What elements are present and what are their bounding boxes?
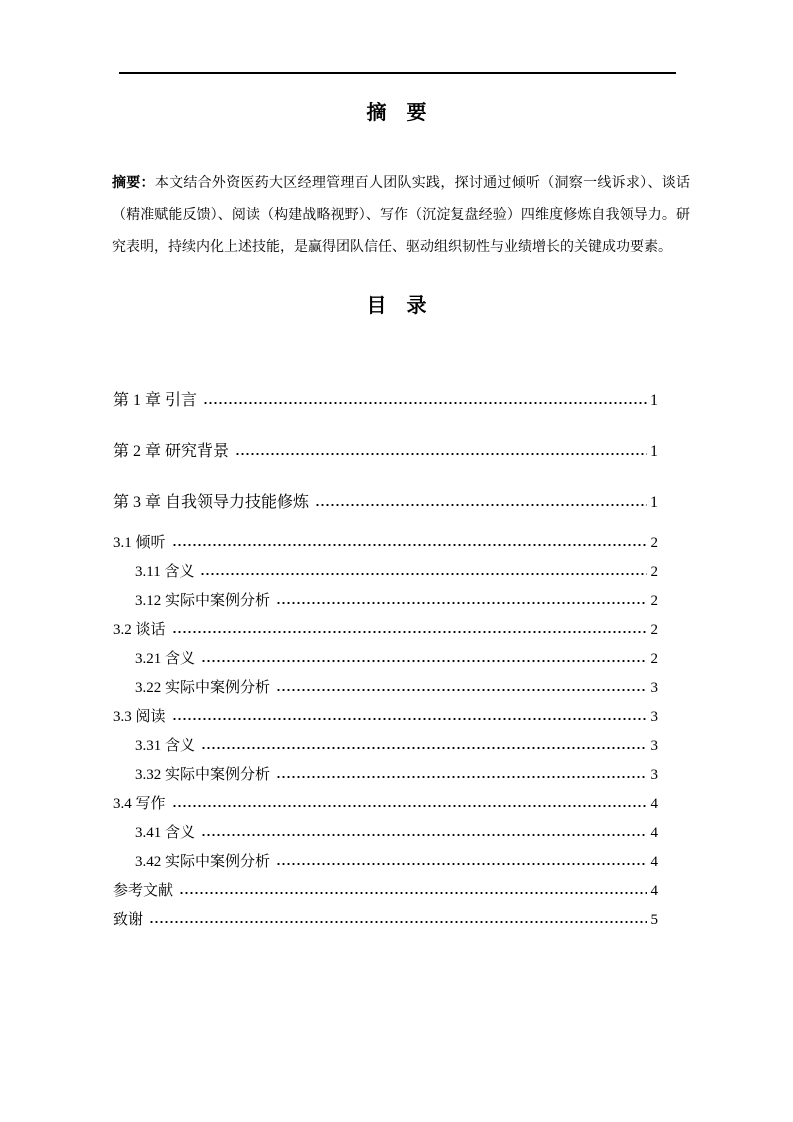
toc-entry-page: 4 [650, 825, 658, 841]
toc-leader-dots [149, 918, 647, 924]
toc-entry-page: 5 [650, 912, 658, 928]
header-rule [119, 72, 676, 74]
toc-entry-3-2[interactable] [113, 620, 658, 640]
toc-entry-label: 3.42 实际中案例分析 [135, 854, 271, 870]
toc-leader-dots [235, 450, 647, 456]
toc-entry-3-42[interactable] [113, 852, 658, 872]
toc-entry-page: 3 [650, 680, 658, 696]
toc-leader-dots [200, 570, 647, 576]
toc-entry-3-32[interactable] [113, 765, 658, 785]
toc-entry-chapter-3[interactable] [113, 491, 658, 515]
toc-entry-3-12[interactable] [113, 591, 658, 611]
toc-leader-dots [203, 399, 647, 405]
toc-leader-dots [201, 831, 647, 837]
toc-entry-page: 2 [650, 593, 658, 609]
toc-entry-label: 3.22 实际中案例分析 [135, 680, 271, 696]
toc-entry-3-41[interactable] [113, 823, 658, 843]
toc-entry-chapter-2[interactable] [113, 440, 658, 464]
toc-entry-label: 3.3 阅读 [113, 709, 166, 725]
toc-entry-label: 第 2 章 研究背景 [113, 443, 230, 460]
toc-leader-dots [172, 541, 647, 547]
toc-leader-dots [172, 628, 647, 634]
toc-entry-acknowledgements[interactable] [113, 910, 658, 930]
toc-leader-dots [276, 686, 647, 692]
toc-entry-page: 2 [650, 535, 658, 551]
toc-entry-label: 3.4 写作 [113, 796, 166, 812]
toc-entry-references[interactable] [113, 881, 658, 901]
toc-leader-dots [276, 860, 647, 866]
toc-leader-dots [179, 889, 647, 895]
toc-leader-dots [172, 715, 647, 721]
abstract-title: 摘 要 [366, 102, 427, 124]
toc-entry-label: 3.2 谈话 [113, 622, 166, 638]
toc-entry-page: 2 [650, 622, 658, 638]
toc-leader-dots [201, 657, 647, 663]
toc-entry-page: 1 [650, 392, 658, 409]
toc-entry-label: 3.32 实际中案例分析 [135, 767, 271, 783]
toc-entry-label: 3.21 含义 [135, 651, 196, 667]
abstract-body-text: 本文结合外资医药大区经理管理百人团队实践，探讨通过倾听（洞察一线诉求）、谈话（精准赋能反馈）、阅读（构建战略视野）、写作（沉淀复盘经验）四维度修炼自我领导力。研究表明，持续内化上述技能，是赢得团队信任、驱动组织韧性与业绩增长的关键成功要素。 [112, 176, 691, 255]
toc-entry-page: 2 [650, 651, 658, 667]
toc-entry-page: 2 [650, 564, 658, 580]
toc-entry-label: 第 1 章 引言 [113, 392, 198, 409]
toc-leader-dots [172, 802, 647, 808]
toc-entry-page: 4 [650, 883, 658, 899]
toc-entry-label: 致谢 [113, 912, 144, 928]
toc-leader-dots [315, 501, 647, 507]
toc-entry-label: 3.11 含义 [135, 564, 195, 580]
toc-entry-label: 3.31 含义 [135, 738, 196, 754]
abstract-paragraph [112, 168, 690, 264]
toc-list [113, 389, 658, 939]
toc-entry-3-3[interactable] [113, 707, 658, 727]
toc-entry-label: 3.1 倾听 [113, 535, 166, 551]
toc-leader-dots [201, 744, 647, 750]
toc-entry-label: 3.41 含义 [135, 825, 196, 841]
toc-leader-dots [276, 773, 647, 779]
toc-entry-chapter-1[interactable] [113, 389, 658, 413]
toc-entry-page: 3 [650, 709, 658, 725]
toc-entry-3-22[interactable] [113, 678, 658, 698]
toc-entry-page: 3 [650, 767, 658, 783]
toc-entry-page: 1 [650, 494, 658, 511]
toc-entry-label: 参考文献 [113, 883, 174, 899]
toc-entry-3-31[interactable] [113, 736, 658, 756]
toc-entry-3-1[interactable] [113, 533, 658, 553]
toc-entry-label: 3.12 实际中案例分析 [135, 593, 271, 609]
toc-title: 目 录 [366, 295, 427, 317]
toc-entry-3-11[interactable] [113, 562, 658, 582]
toc-entry-page: 4 [650, 796, 658, 812]
toc-entry-page: 1 [650, 443, 658, 460]
toc-entry-3-21[interactable] [113, 649, 658, 669]
toc-entry-page: 4 [650, 854, 658, 870]
toc-entry-page: 3 [650, 738, 658, 754]
toc-entry-label: 第 3 章 自我领导力技能修炼 [113, 494, 310, 511]
abstract-label: 摘要： [112, 176, 155, 191]
toc-leader-dots [276, 599, 647, 605]
toc-entry-3-4[interactable] [113, 794, 658, 814]
